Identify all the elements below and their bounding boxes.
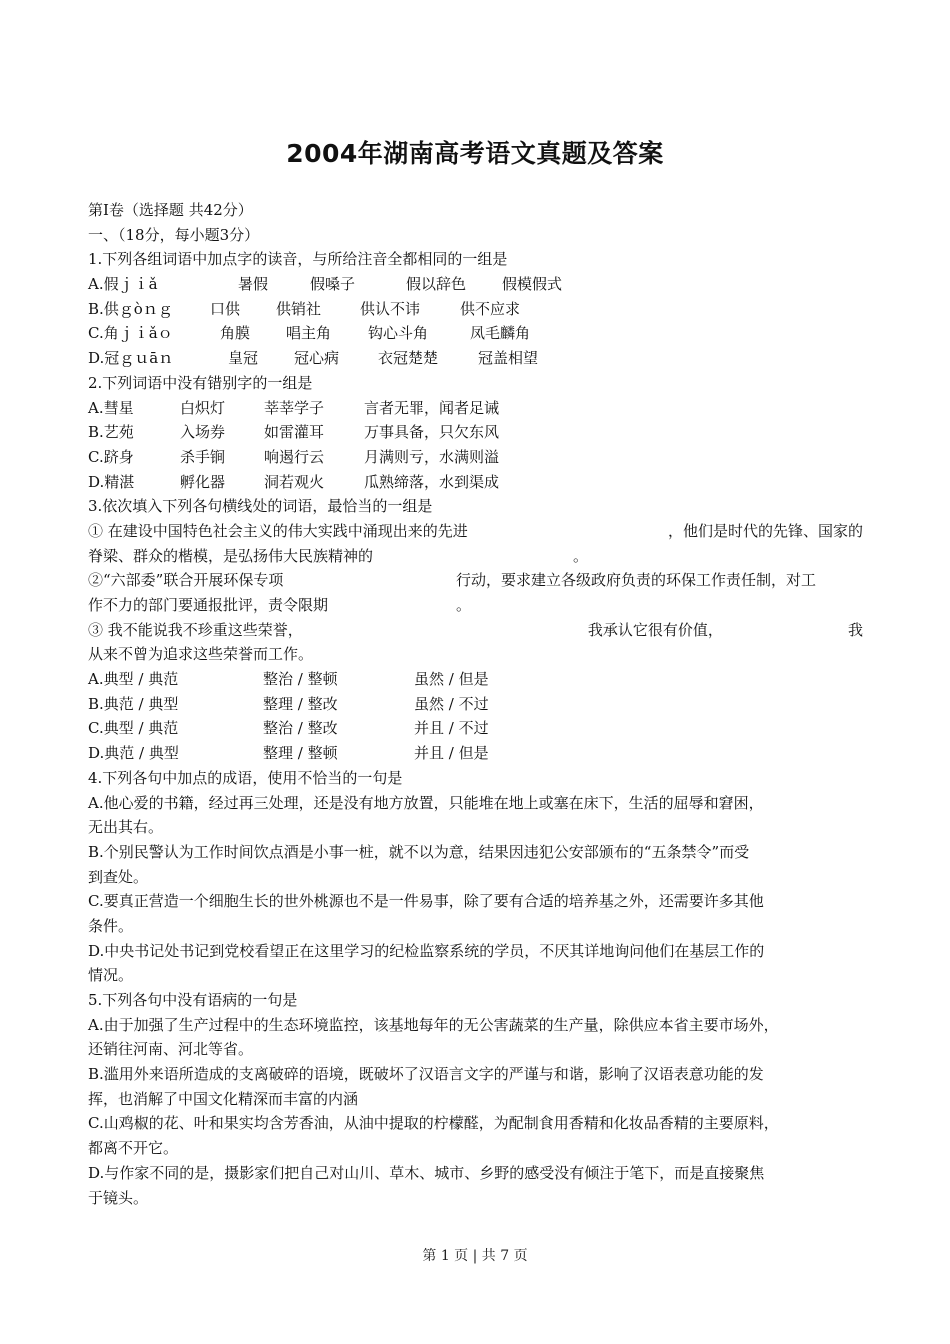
q1-option-c [88,321,863,346]
question-3-stem: 3.依次填入下列各句横线处的词语，最恰当的一组是 [88,497,433,516]
question-5-stem: 5.下列各句中没有语病的一句是 [88,991,298,1009]
q1-word: 供不应求 [460,299,521,318]
q3-word: 整治 / 整改 [263,719,338,738]
q4-option-a-line-2: 无出其右。 [88,818,164,837]
q3-text: 。 [573,546,589,565]
page-footer: 第 1 页 | 共 7 页 [422,1248,528,1264]
q3-sentence-1-line-1 [88,519,863,544]
q4-option-c-line-1: C.要真正营造一个细胞生长的世外桃源也不是一件易事，除了要有合适的培养基之外，还需要许多其他 [88,892,764,911]
q5-option-c-line-2: 都离不开它。 [88,1139,179,1158]
q3-option-c [88,716,863,741]
q1-word: 暑假 [238,275,269,294]
q1-option-b [88,297,863,322]
q1-word: 假以辞色 [406,275,467,294]
q1-option-d [88,346,863,371]
q2-option-label: C.跻身 [88,447,134,466]
q3-text: ②“六部委”联合开展环保专项 [88,571,284,590]
q3-word: 虽然 / 不过 [414,694,489,713]
q2-word: 言者无罪，闻者足诫 [364,398,500,417]
q2-option-label: A.彗星 [88,398,134,417]
q3-text: ① 在建设中国特色社会主义的伟大实践中涌现出来的先进 [88,521,468,540]
q2-option-label: B.艺苑 [88,423,134,442]
q5-option-d-line-1: D.与作家不同的是，摄影家们把自己对山川、草木、城市、乡野的感受没有倾注于笔下，而是直接聚焦 [88,1163,765,1182]
q3-option-d [88,741,863,766]
q5-option-b-line-1: B.滥用外来语所造成的支离破碎的语境，既破坏了汉语言文字的严谨与和谐，影响了汉语表意功能的发 [88,1065,764,1084]
q3-word: 整理 / 整改 [263,694,338,713]
q3-word: 并且 / 不过 [414,719,489,738]
q1-word: 冠心病 [294,349,340,368]
q2-option-d [88,470,863,495]
question-2-stem: 2.下列词语中没有错别字的一组是 [88,373,313,392]
q4-option-c-line-2: 条件。 [88,916,134,935]
q2-word: 如雷灌耳 [264,423,325,442]
q2-option-b [88,420,863,445]
q1-word: 钩心斗角 [368,324,429,343]
q1-option-label: B.供ｇòｎｇ [88,299,173,318]
q4-option-d-line-2: 情况。 [88,966,134,985]
q3-sentence-2-line-1 [88,568,863,593]
q5-option-b-line-2: 挥，也消解了中国文化精深而丰富的内涵 [88,1089,359,1108]
q3-option-a [88,667,863,692]
q3-text: 行动，要求建立各级政府负责的环保工作责任制，对工 [456,571,817,590]
q3-option-label: D.典范 / 典型 [88,744,179,763]
q2-word: 杀手锏 [180,447,226,466]
q4-option-b-line-2: 到查处。 [88,867,149,886]
q3-sentence-3-line-2: 从来不曾为追求这些荣誉而工作。 [88,645,314,664]
q2-word: 洞若观火 [264,472,325,491]
q2-word: 莘莘学子 [264,398,325,417]
q5-option-c-line-1: C.山鸡椒的花、叶和果实均含芳香油，从油中提取的柠檬醛，为配制食用香精和化妆品香精的主要原料， [88,1114,779,1133]
q2-option-c [88,445,863,470]
q3-text: ，他们是时代的先锋、国家的 [667,521,863,540]
q1-word: 假模假式 [502,275,563,294]
q1-word: 皇冠 [228,349,259,368]
q1-word: 供销社 [276,299,322,318]
document-body [88,198,863,1210]
q2-word: 白炽灯 [180,398,226,417]
question-4-stem: 4.下列各句中加点的成语，使用不恰当的一句是 [88,768,403,787]
q2-word: 孵化器 [180,472,226,491]
q1-word: 冠盖相望 [478,349,539,368]
q3-word: 虽然 / 但是 [414,670,489,689]
q2-word: 瓜熟缔落，水到渠成 [364,472,500,491]
q3-text: 作不力的部门要通报批评，责令限期 [88,596,329,614]
q3-word: 并且 / 但是 [414,744,489,763]
q5-option-d-line-2: 于镜头。 [88,1188,149,1207]
q1-word: 唱主角 [286,324,332,343]
q3-text: ③ 我不能说我不珍重这些荣誉， [88,620,303,639]
q1-word: 供认不讳 [360,299,421,318]
q3-sentence-1-line-2 [88,544,863,569]
q4-option-d-line-1: D.中央书记处书记到党校看望正在这里学习的纪检监察系统的学员，不厌其详地询问他们在基层工作的 [88,941,765,960]
q1-option-a [88,272,863,297]
q3-option-label: C.典型 / 典范 [88,719,179,738]
q5-option-a-line-2: 还销往河南、河北等省。 [88,1040,254,1059]
q4-option-a-line-1: A.他心爱的书籍，经过再三处理，还是没有地方放置，只能堆在地上或塞在床下，生活的屈辱和窘困， [88,793,764,812]
q1-option-label: A.假ｊｉǎ [88,275,158,294]
q3-option-label: B.典范 / 典型 [88,694,179,713]
part-header: 第Ⅰ卷（选择题 共42分） [88,201,253,219]
q1-option-label: D.冠ｇｕāｎ [88,349,174,368]
q3-word: 整治 / 整顿 [263,670,338,689]
question-1-stem: 1.下列各组词语中加点字的读音，与所给注音全都相同的一组是 [88,250,508,269]
q5-option-a-line-1: A.由于加强了生产过程中的生态环境监控，该基地每年的无公害蔬菜的生产量，除供应本省主要市场外， [88,1015,779,1034]
q3-text: 我 [847,620,863,639]
q3-option-b [88,692,863,717]
q2-word: 响遏行云 [264,447,325,466]
q3-option-label: A.典型 / 典范 [88,670,179,689]
q1-word: 口供 [210,299,241,318]
q1-option-label: C.角ｊｉǎｏ [88,324,173,343]
page-title: 2004年湖南高考语文真题及答案 [286,139,664,168]
q3-text: 我承认它很有价值， [587,620,723,639]
q4-option-b-line-1: B.个别民警认为工作时间饮点酒是小事一桩，就不以为意，结果因违犯公安部颁布的“五条禁令”而受 [88,842,750,861]
q2-word: 入场券 [180,423,226,442]
q1-word: 假嗓子 [310,275,356,294]
q2-word: 万事具备，只欠东风 [364,423,500,442]
q1-word: 凤毛麟角 [470,324,531,343]
q2-option-label: D.精湛 [88,472,135,491]
section-header: 一、（18分，每小题3分） [88,225,260,244]
q3-sentence-3-line-1 [88,618,863,643]
q2-word: 月满则亏，水满则溢 [364,447,500,466]
q2-option-a [88,396,863,421]
q3-text: 。 [456,596,472,614]
q1-word: 衣冠楚楚 [378,349,439,368]
q3-word: 整理 / 整顿 [263,744,338,763]
q1-word: 角膜 [220,324,251,343]
q3-text: 脊梁、群众的楷模，是弘扬伟大民族精神的 [88,546,374,565]
q3-sentence-2-line-2 [88,593,863,618]
